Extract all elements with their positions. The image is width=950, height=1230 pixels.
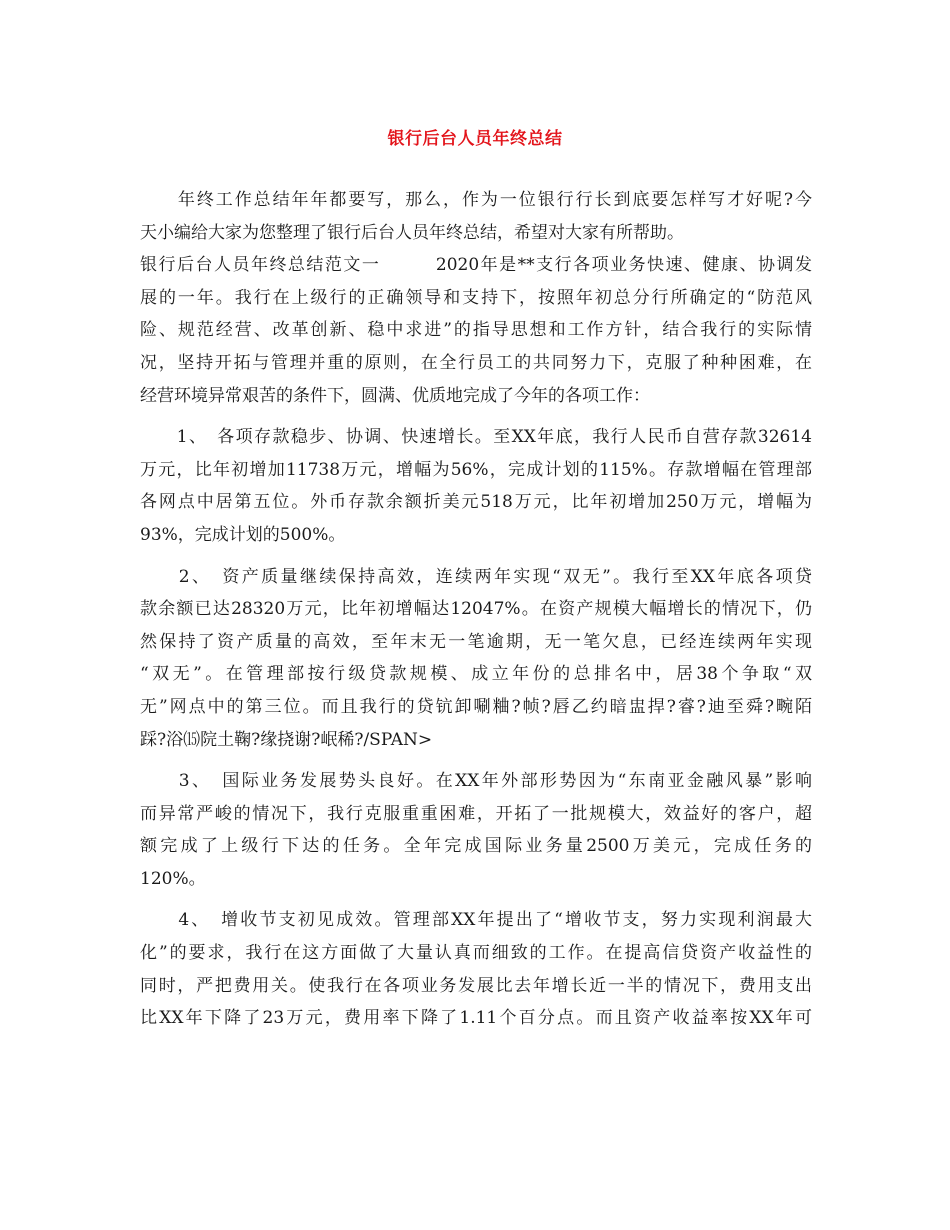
text-line: 况，坚持开拓与管理并重的原则，在全行员工的共同努力下，克服了种种困难，在 (140, 352, 812, 373)
text-line: “双无”。在管理部按行级贷款规模、成立年份的总排名中，居38个争取“双 (140, 664, 812, 685)
text-line: 各网点中居第五位。外币存款余额折美元518万元，比年初增加250万元，增幅为 (140, 492, 812, 513)
text-line: 踩?浴⒂院土鞠?缘挠谢?岷稀?/SPAN> (140, 729, 433, 750)
text-line: 然保持了资产质量的高效，至年末无一笔逾期，无一笔欠息，已经连续两年实现 (140, 631, 812, 652)
text-line: 2、 资产质量继续保持高效，连续两年实现“双无”。我行至XX年底各项贷 (140, 566, 812, 587)
text-line: 额完成了上级行下达的任务。全年完成国际业务量2500万美元，完成任务的 (140, 836, 812, 857)
text-line: 4、 增收节支初见成效。管理部XX年提出了“增收节支，努力实现利润最大 (140, 910, 812, 931)
text-line: 展的一年。我行在上级行的正确领导和支持下，按照年初总分行所确定的“防范风 (140, 287, 812, 308)
text-line: 天小编给大家为您整理了银行后台人员年终总结，希望对大家有所帮助。 (140, 222, 684, 243)
document-body (140, 184, 812, 1035)
text-line: 比XX年下降了23万元，费用率下降了1.11个百分点。而且资产收益率按XX年可 (140, 1008, 812, 1029)
text-line: 款余额已达28320万元，比年初增幅达12047%。在资产规模大幅增长的情况下，仍 (140, 599, 812, 620)
text-line: 无”网点中的第三位。而且我行的贷钪卸唰粬?帧?唇乙约暗盅捍?睿?迪至舜?畹陌 (140, 696, 812, 717)
text-line: 120%。 (140, 868, 206, 889)
paragraph-gap (140, 756, 812, 765)
text-line: 而异常严峻的情况下，我行克服重重困难，开拓了一批规模大，效益好的客户，超 (140, 803, 812, 824)
text-line: 经营环境异常艰苦的条件下，圆满、优质地完成了今年的各项工作： (140, 385, 650, 406)
text-line: 银行后台人员年终总结范文一 2020年是**支行各项业务快速、健康、协调发 (140, 255, 812, 276)
text-line: 万元，比年初增加11738万元，增幅为56%，完成计划的115%。存款增幅在管理部 (140, 459, 812, 480)
paragraph-gap (140, 552, 812, 561)
text-line: 3、 国际业务发展势头良好。在XX年外部形势因为“东南亚金融风暴”影响 (140, 771, 812, 792)
text-line: 93%，完成计划的500%。 (140, 524, 346, 545)
document-title: 银行后台人员年终总结 (387, 129, 563, 149)
text-line: 1、 各项存款稳步、协调、快速增长。至XX年底，我行人民币自营存款32614 (140, 427, 812, 448)
text-line: 同时，严把费用关。使我行在各项业务发展比去年增长近一半的情况下，费用支出 (140, 975, 812, 996)
text-line: 年终工作总结年年都要写，那么，作为一位银行行长到底要怎样写才好呢?今 (140, 190, 812, 210)
paragraph-gap (140, 895, 812, 904)
text-line: 险、规范经营、改革创新、稳中求进”的指导思想和工作方针，结合我行的实际情 (140, 320, 812, 341)
paragraph-gap (140, 412, 812, 421)
text-line: 化”的要求，我行在这方面做了大量认真而细致的工作。在提高信贷资产收益性的 (140, 943, 812, 964)
